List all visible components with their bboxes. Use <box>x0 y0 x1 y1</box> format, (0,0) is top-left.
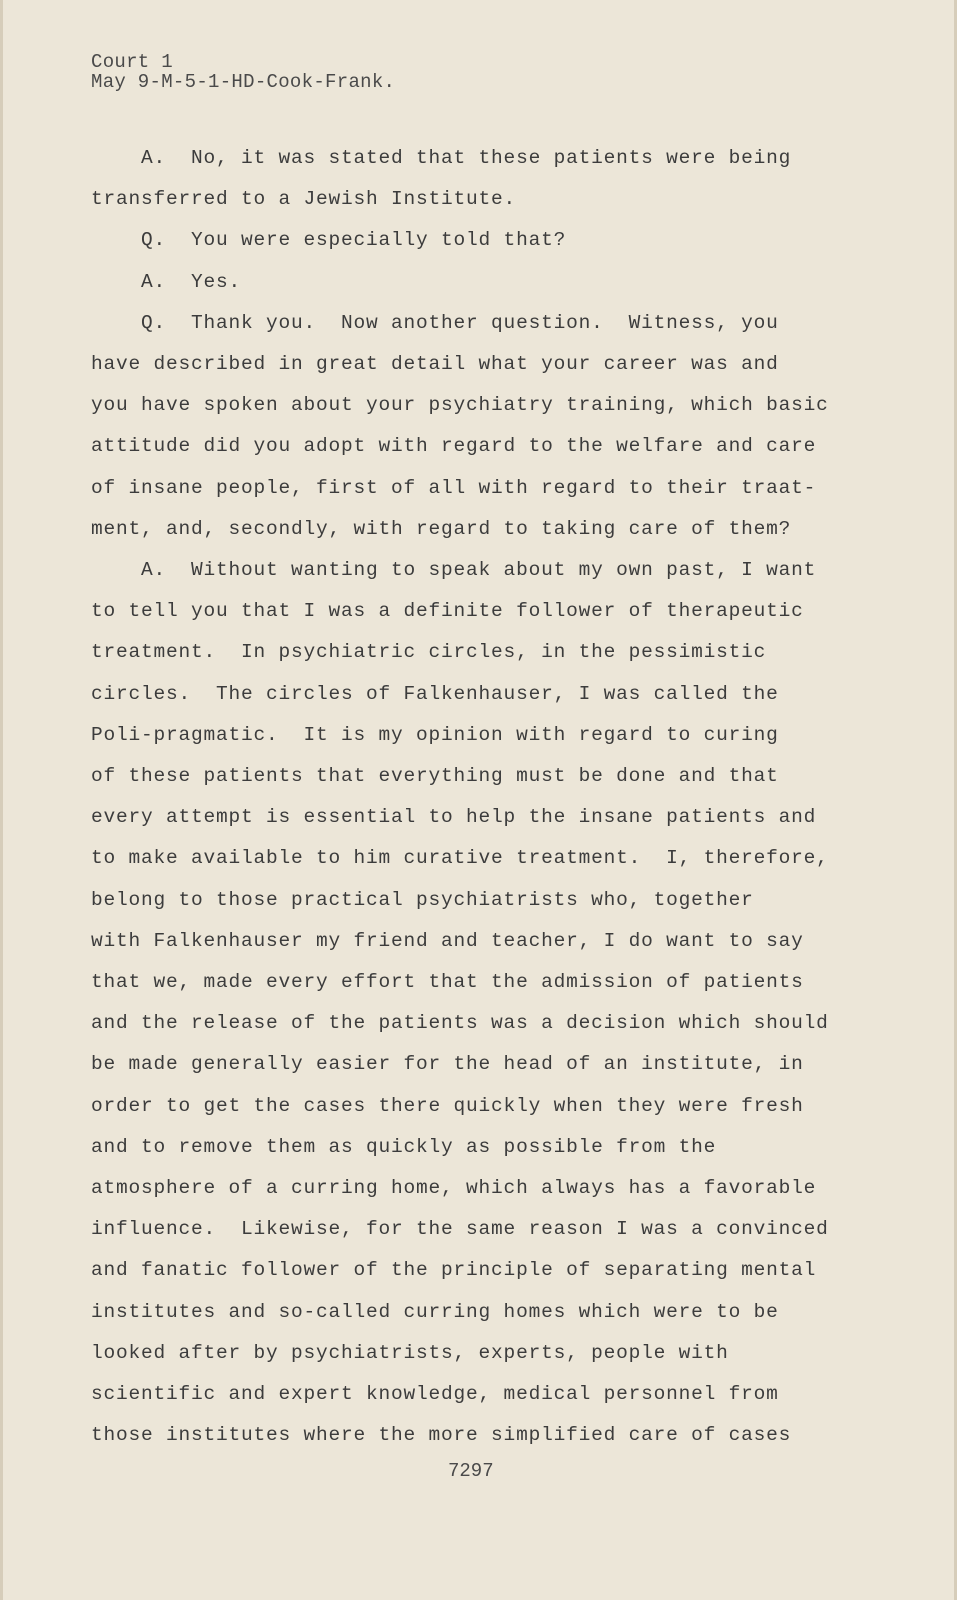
transcript-line: Q. You were especially told that? <box>91 229 567 251</box>
transcript-line: and fanatic follower of the principle of separating mental <box>91 1259 817 1281</box>
transcript-line: circles. The circles of Falkenhauser, I was called the <box>91 683 779 705</box>
transcript-line: belong to those practical psychiatrists who, together <box>91 889 754 911</box>
court-label: Court 1 <box>91 51 173 73</box>
transcript-line: and the release of the patients was a decision which should <box>91 1012 829 1034</box>
transcript-line: every attempt is essential to help the insane patients and <box>91 806 817 828</box>
transcript-line: to tell you that I was a definite follower of therapeutic <box>91 600 804 622</box>
transcript-line: A. Yes. <box>91 271 242 293</box>
transcript-line: that we, made every effort that the admission of patients <box>91 971 804 993</box>
transcript-line: A. Without wanting to speak about my own past, I want <box>91 559 817 581</box>
transcript-line: be made generally easier for the head of an institute, in <box>91 1053 804 1075</box>
transcript-line: A. No, it was stated that these patients were being <box>91 147 792 169</box>
transcript-line: atmosphere of a curring home, which always has a favorable <box>91 1177 817 1199</box>
transcript-line: Q. Thank you. Now another question. Witness, you <box>91 312 779 334</box>
transcript-line: influence. Likewise, for the same reason I was a convinced <box>91 1218 829 1240</box>
transcript-line: looked after by psychiatrists, experts, people with <box>91 1342 729 1364</box>
transcript-line: to make available to him curative treatment. I, therefore, <box>91 847 829 869</box>
transcript-line: of these patients that everything must be done and that <box>91 765 779 787</box>
transcript-line: you have spoken about your psychiatry training, which basic <box>91 394 829 416</box>
transcript-line: have described in great detail what your career was and <box>91 353 779 375</box>
transcript-line: institutes and so-called curring homes which were to be <box>91 1301 779 1323</box>
transcript-line: order to get the cases there quickly when they were fresh <box>91 1095 804 1117</box>
transcript-line: attitude did you adopt with regard to the welfare and care <box>91 435 817 457</box>
transcript-line: and to remove them as quickly as possible from the <box>91 1136 717 1158</box>
transcript-line: scientific and expert knowledge, medical personnel from <box>91 1383 779 1405</box>
transcript-line: treatment. In psychiatric circles, in the pessimistic <box>91 641 767 663</box>
transcript-line: ment, and, secondly, with regard to taking care of them? <box>91 518 792 540</box>
transcript-line: with Falkenhauser my friend and teacher, I do want to say <box>91 930 804 952</box>
session-reference: May 9-M-5-1-HD-Cook-Frank. <box>91 71 396 93</box>
document-header <box>91 52 395 92</box>
transcript-line: transferred to a Jewish Institute. <box>91 188 517 210</box>
transcript-line: Poli-pragmatic. It is my opinion with regard to curing <box>91 724 779 746</box>
transcript-line: of insane people, first of all with regard to their traat- <box>91 477 817 499</box>
page-number: 7297 <box>448 1460 494 1482</box>
transcript-line: those institutes where the more simplified care of cases <box>91 1424 792 1446</box>
